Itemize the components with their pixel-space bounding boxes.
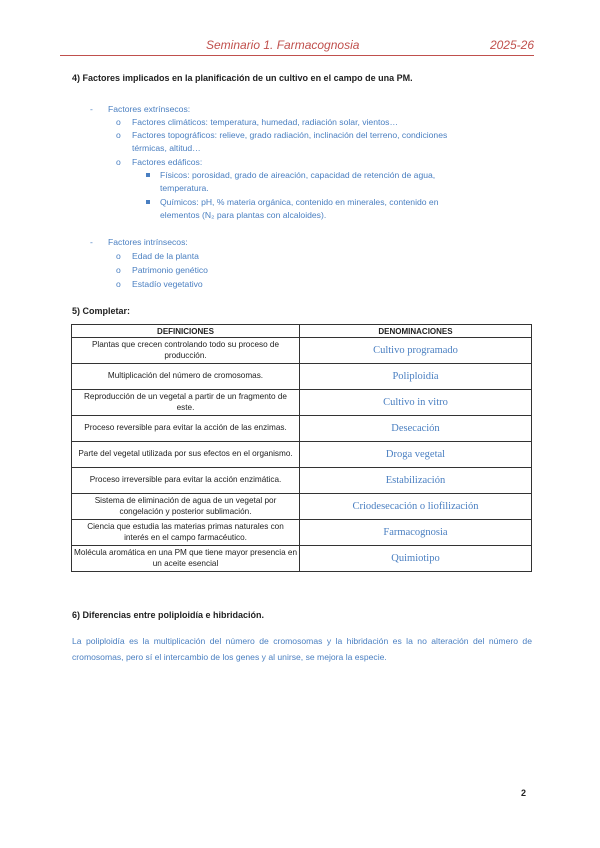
denomination-cell: Desecación bbox=[300, 416, 532, 442]
table-header-row bbox=[72, 325, 532, 338]
dash-bullet: - bbox=[90, 237, 93, 247]
intrinsic-label: Factores intrínsecos: bbox=[108, 237, 188, 247]
definition-cell: Sistema de eliminación de agua de un vegetal por congelación y posterior sublimación. bbox=[72, 494, 300, 520]
topographic-factors-line1: Factores topográficos: relieve, grado radiación, inclinación del terreno, condiciones bbox=[132, 130, 448, 140]
square-bullet bbox=[146, 200, 150, 204]
denomination-cell: Estabilización bbox=[300, 468, 532, 494]
table-row bbox=[72, 364, 532, 390]
denomination-cell: Cultivo in vitro bbox=[300, 390, 532, 416]
column-header-denominations: DENOMINACIONES bbox=[300, 325, 532, 338]
definition-cell: Ciencia que estudia las materias primas naturales con interés en el campo farmacéutico. bbox=[72, 520, 300, 546]
extrinsic-label: Factores extrínsecos: bbox=[108, 104, 191, 114]
table-row bbox=[72, 338, 532, 364]
page-number: 2 bbox=[521, 788, 527, 798]
definition-cell: Plantas que crecen controlando todo su proceso de producción. bbox=[72, 338, 300, 364]
edaphic-factors: Factores edáficos: bbox=[132, 157, 203, 167]
table-row bbox=[72, 416, 532, 442]
denomination-cell: Farmacognosia bbox=[300, 520, 532, 546]
question-6-heading: 6) Diferencias entre poliploidía e hibridación. bbox=[72, 610, 265, 620]
physical-factors-line1: Físicos: porosidad, grado de aireación, capacidad de retención de agua, bbox=[160, 170, 436, 180]
square-bullet bbox=[146, 173, 150, 177]
table-row bbox=[72, 468, 532, 494]
header-year: 2025-26 bbox=[489, 38, 534, 52]
column-header-definitions: DEFINICIONES bbox=[72, 325, 300, 338]
question-4-heading: 4) Factores implicados en la planificación de un cultivo en el campo de una PM. bbox=[72, 73, 413, 83]
denomination-cell: Criodesecación o liofilización bbox=[300, 494, 532, 520]
definition-cell: Proceso reversible para evitar la acción de las enzimas. bbox=[72, 416, 300, 442]
table-row bbox=[72, 442, 532, 468]
denomination-cell: Poliploidía bbox=[300, 364, 532, 390]
question-6-answer: La poliploidía es la multiplicación del número de cromosomas y la hibridación es la no alteración del número de cromosomas, pero sí el intercambio de los genes y al unirse, se mejora la especie. bbox=[72, 636, 532, 662]
circle-bullet: o bbox=[116, 157, 121, 167]
circle-bullet: o bbox=[116, 251, 121, 261]
denomination-cell: Cultivo programado bbox=[300, 338, 532, 364]
definitions-table bbox=[71, 324, 532, 572]
circle-bullet: o bbox=[116, 117, 121, 127]
question-5-heading: 5) Completar: bbox=[72, 306, 131, 316]
chemical-factors-line2: elementos (N₂ para plantas con alcaloides). bbox=[160, 210, 327, 220]
intrinsic-item: Patrimonio genético bbox=[132, 265, 208, 275]
table-row bbox=[72, 546, 532, 572]
dash-bullet: - bbox=[90, 104, 93, 114]
intrinsic-item: Edad de la planta bbox=[132, 251, 199, 261]
chemical-factors-line1: Químicos: pH, % materia orgánica, contenido en minerales, contenido en bbox=[160, 197, 439, 207]
denomination-cell: Quimiotipo bbox=[300, 546, 532, 572]
circle-bullet: o bbox=[116, 279, 121, 289]
physical-factors-line2: temperatura. bbox=[160, 183, 209, 193]
table-row bbox=[72, 390, 532, 416]
circle-bullet: o bbox=[116, 130, 121, 140]
table-row bbox=[72, 520, 532, 546]
topographic-factors-line2: térmicas, altitud… bbox=[132, 143, 201, 153]
definition-cell: Proceso irreversible para evitar la acción enzimática. bbox=[72, 468, 300, 494]
denomination-cell: Droga vegetal bbox=[300, 442, 532, 468]
circle-bullet: o bbox=[116, 265, 121, 275]
page-header bbox=[60, 38, 534, 56]
definition-cell: Multiplicación del número de cromosomas. bbox=[72, 364, 300, 390]
climatic-factors: Factores climáticos: temperatura, humedad, radiación solar, vientos… bbox=[132, 117, 399, 127]
intrinsic-item: Estadío vegetativo bbox=[132, 279, 203, 289]
definition-cell: Parte del vegetal utilizada por sus efectos en el organismo. bbox=[72, 442, 300, 468]
definition-cell: Molécula aromática en una PM que tiene mayor presencia en un aceite esencial bbox=[72, 546, 300, 572]
definition-cell: Reproducción de un vegetal a partir de un fragmento de este. bbox=[72, 390, 300, 416]
table-row bbox=[72, 494, 532, 520]
header-title: Seminario 1. Farmacognosia bbox=[206, 38, 360, 52]
